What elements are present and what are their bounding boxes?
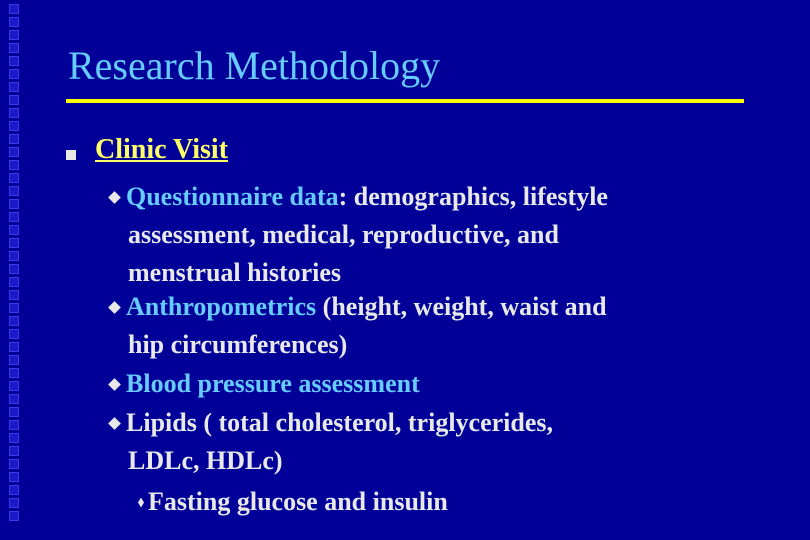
decorative-square bbox=[9, 173, 19, 183]
decorative-square bbox=[9, 17, 19, 27]
item-text-continued: menstrual histories bbox=[128, 258, 342, 287]
item-highlight: Questionnaire data bbox=[126, 182, 339, 211]
item-text-continued: hip circumferences) bbox=[128, 330, 348, 359]
item-text: : demographics, lifestyle bbox=[338, 182, 608, 211]
slide-title: Research Methodology bbox=[68, 43, 441, 88]
decorative-square bbox=[9, 342, 19, 352]
decorative-square bbox=[9, 498, 19, 508]
small-diamond-bullet-icon bbox=[138, 498, 144, 508]
decorative-square bbox=[9, 381, 19, 391]
item-highlight: Blood pressure assessment bbox=[126, 369, 420, 398]
decorative-square bbox=[9, 82, 19, 92]
decorative-square bbox=[9, 433, 19, 443]
list-item-blood-pressure bbox=[106, 365, 420, 403]
item-text: Lipids ( total cholesterol, triglycerides, bbox=[126, 408, 554, 437]
decorative-square bbox=[9, 472, 19, 482]
item-highlight: Anthropometrics bbox=[126, 292, 317, 321]
item-text: (height, weight, waist and bbox=[316, 292, 607, 321]
list-item-questionnaire bbox=[106, 178, 608, 292]
decorative-square bbox=[9, 121, 19, 131]
list-item-lipids bbox=[106, 404, 553, 480]
decorative-square bbox=[9, 56, 19, 66]
item-text-continued: assessment, medical, reproductive, and bbox=[128, 220, 559, 249]
title-underline-rule bbox=[66, 99, 744, 103]
decorative-square bbox=[9, 251, 19, 261]
item-text-continued: LDLc, HDLc) bbox=[128, 446, 283, 475]
decorative-square bbox=[9, 43, 19, 53]
diamond-bullet-icon bbox=[108, 417, 121, 430]
decorative-square bbox=[9, 277, 19, 287]
decorative-square bbox=[9, 134, 19, 144]
decorative-square bbox=[9, 108, 19, 118]
decorative-square bbox=[9, 368, 19, 378]
decorative-square bbox=[9, 303, 19, 313]
diamond-bullet-icon bbox=[108, 301, 121, 314]
decorative-square bbox=[9, 238, 19, 248]
decorative-square bbox=[9, 69, 19, 79]
sub-item-fasting-glucose bbox=[134, 483, 448, 521]
decorative-square bbox=[9, 212, 19, 222]
list-item-anthropometrics bbox=[106, 288, 607, 364]
decorative-square bbox=[9, 264, 19, 274]
decorative-square bbox=[9, 199, 19, 209]
decorative-squares-column bbox=[0, 0, 28, 540]
decorative-square bbox=[9, 329, 19, 339]
decorative-square bbox=[9, 394, 19, 404]
decorative-square bbox=[9, 4, 19, 14]
decorative-square bbox=[9, 186, 19, 196]
decorative-square bbox=[9, 511, 19, 521]
diamond-bullet-icon bbox=[108, 378, 121, 391]
decorative-square bbox=[9, 290, 19, 300]
decorative-square bbox=[9, 160, 19, 170]
decorative-square bbox=[9, 446, 19, 456]
decorative-square bbox=[9, 95, 19, 105]
decorative-square bbox=[9, 407, 19, 417]
diamond-bullet-icon bbox=[108, 191, 121, 204]
decorative-square bbox=[9, 30, 19, 40]
decorative-square bbox=[9, 316, 19, 326]
decorative-square bbox=[9, 459, 19, 469]
heading-clinic-visit: Clinic Visit bbox=[95, 134, 229, 165]
sub-item-text: Fasting glucose and insulin bbox=[148, 487, 448, 516]
decorative-square bbox=[9, 147, 19, 157]
decorative-square bbox=[9, 225, 19, 235]
square-bullet-icon bbox=[66, 150, 76, 160]
decorative-square bbox=[9, 420, 19, 430]
decorative-square bbox=[9, 355, 19, 365]
decorative-square bbox=[9, 485, 19, 495]
